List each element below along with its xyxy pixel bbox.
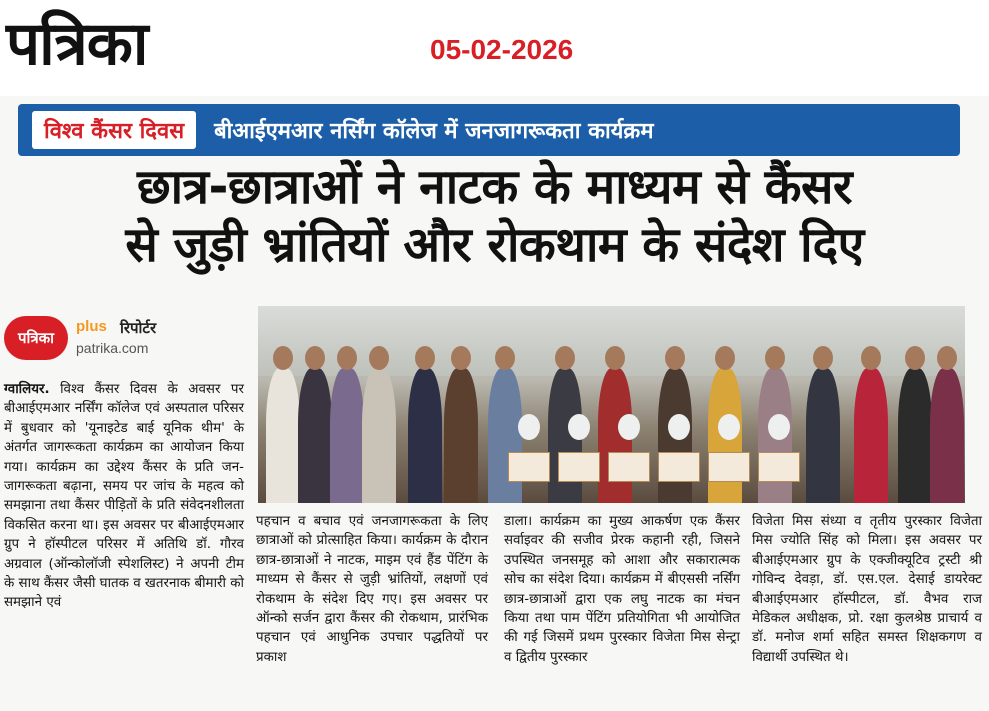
newspaper-masthead: पत्रिका bbox=[6, 9, 148, 79]
publication-date: 05-02-2026 bbox=[430, 34, 574, 65]
patrika-logo-icon: पत्रिका bbox=[4, 316, 68, 360]
hand-painting-poster bbox=[708, 452, 750, 482]
article-column-4: विजेता मिस संध्या व तृतीय पुरस्कार विजेता मिस ज्योति सिंह को मिला। इस अवसर पर बीआईएमआर ग्रुप के एक्जीक्यूटिव ट्रस्टी श्री गोविन्द देवड़ा, डॉ. एस.एल. देसाई डायरेक्ट बीआईएमआर हॉस्पीटल, डॉ. वैभव राज मेडिकल अधीक्षक, प्रो. रक्षा कुलश्रेष्ठ प्राचार्य व डॉ. मनोज शर्मा सहित समस्त शिक्षकगण व विद्यार्थी उपस्थित थे। bbox=[752, 514, 982, 665]
standing-person bbox=[930, 368, 964, 503]
person-head bbox=[305, 346, 325, 370]
article-column-1 bbox=[4, 380, 244, 613]
painted-face bbox=[518, 414, 540, 440]
article-column-3: डाला। कार्यक्रम का मुख्य आकर्षण एक कैंसर सर्वाइवर की सजीव प्रेरक कहानी रही, जिसने उपस्थित जनसमूह को आशा और सकारात्मक सोच का संदेश दिया। कार्यक्रम में बीएससी नर्सिंग छात्र-छात्राओं द्वारा एक लघु नाटक का मंचन किया तथा पाम पेंटिंग प्रतियोगिता भी आयोजित की गई जिसमें प्रथम पुरस्कार विजेता मिस सेन्ट्रा व द्वितीय पुरस्कार bbox=[504, 514, 740, 665]
hand-painting-poster bbox=[508, 452, 550, 482]
byline-plus-label: plus bbox=[76, 318, 107, 335]
headline-line-1: छात्र-छात्राओं ने नाटक के माध्यम से कैंसर bbox=[136, 159, 853, 215]
person-head bbox=[495, 346, 515, 370]
person-head bbox=[337, 346, 357, 370]
standing-person bbox=[362, 368, 396, 503]
person-head bbox=[937, 346, 957, 370]
person-head bbox=[273, 346, 293, 370]
banner-tag: विश्व कैंसर दिवस bbox=[32, 111, 196, 149]
byline bbox=[4, 312, 254, 370]
hand-painting-poster bbox=[758, 452, 800, 482]
standing-person bbox=[444, 368, 478, 503]
person-head bbox=[765, 346, 785, 370]
person-head bbox=[415, 346, 435, 370]
byline-site: patrika.com bbox=[76, 340, 149, 356]
topic-banner bbox=[18, 104, 960, 156]
article-column-2: पहचान व बचाव एवं जनजागरूकता के लिए छात्राओं को प्रोत्साहित किया। कार्यक्रम के दौरान छात्र-छात्राओं ने नाटक, माइम एवं हैंड पेंटिंग के माध्यम से कैंसर से जुड़ी भ्रांतियों, लक्षणों एवं रोकथाम के संदेश दिए गए। इस अवसर पर ऑन्को सर्जन द्वारा कैंसर की रोकथाम, प्रारंभिक पहचान एवं आधुनिक उपचार पद्धतियों पर प्रकाश bbox=[256, 514, 488, 665]
painted-face bbox=[618, 414, 640, 440]
hand-painting-poster bbox=[558, 452, 600, 482]
standing-person bbox=[898, 368, 932, 503]
standing-person bbox=[266, 368, 300, 503]
person-head bbox=[813, 346, 833, 370]
person-head bbox=[451, 346, 471, 370]
person-head bbox=[555, 346, 575, 370]
painted-face bbox=[718, 414, 740, 440]
standing-person bbox=[806, 368, 840, 503]
standing-person bbox=[488, 368, 522, 503]
person-head bbox=[605, 346, 625, 370]
standing-person bbox=[408, 368, 442, 503]
article-col1-text: विश्व कैंसर दिवस के अवसर पर बीआईएमआर नर्सिंग कॉलेज एवं अस्पताल परिसर में बुधवार को 'यूनाइटेड बाई यूनिक थीम' के अंतर्गत जागरूकता कार्यक्रम का आयोजन किया गया। कार्यक्रम का उद्देश्य कैंसर के प्रति जन-जागरूकता बढ़ाना, समय पर जांच के महत्व को समझाना तथा कैंसर पीड़ितों के प्रति संवेदनशीलता विकसित करना था। इस अवसर पर बीआईएमआर ग्रुप ने हॉस्पीटल परिसर में अतिथि डॉ. गौरव अग्रवाल (ऑन्कोलॉजी स्पेशलिस्ट) ने अपनी टीम के साथ कैंसर जैसी घातक व खतरनाक बीमारी को समझाने एवं bbox=[4, 382, 244, 611]
banner-subtitle: बीआईएमआर नर्सिंग कॉलेज में जनजागरूकता कार्यक्रम bbox=[214, 119, 654, 144]
person-head bbox=[905, 346, 925, 370]
headline-line-2: से जुड़ी भ्रांतियों और रोकथाम के संदेश दिए bbox=[125, 217, 864, 273]
person-head bbox=[861, 346, 881, 370]
standing-person bbox=[854, 368, 888, 503]
byline-reporter: रिपोर्टर bbox=[120, 319, 157, 337]
hand-painting-poster bbox=[608, 452, 650, 482]
person-head bbox=[369, 346, 389, 370]
painted-face bbox=[568, 414, 590, 440]
standing-person bbox=[298, 368, 332, 503]
painted-face bbox=[768, 414, 790, 440]
standing-person bbox=[330, 368, 364, 503]
group-photo-icon bbox=[258, 306, 965, 503]
person-head bbox=[715, 346, 735, 370]
article-dateline: ग्वालियर. bbox=[4, 382, 50, 397]
headline bbox=[0, 158, 989, 274]
painted-face bbox=[668, 414, 690, 440]
person-head bbox=[665, 346, 685, 370]
hand-painting-poster bbox=[658, 452, 700, 482]
